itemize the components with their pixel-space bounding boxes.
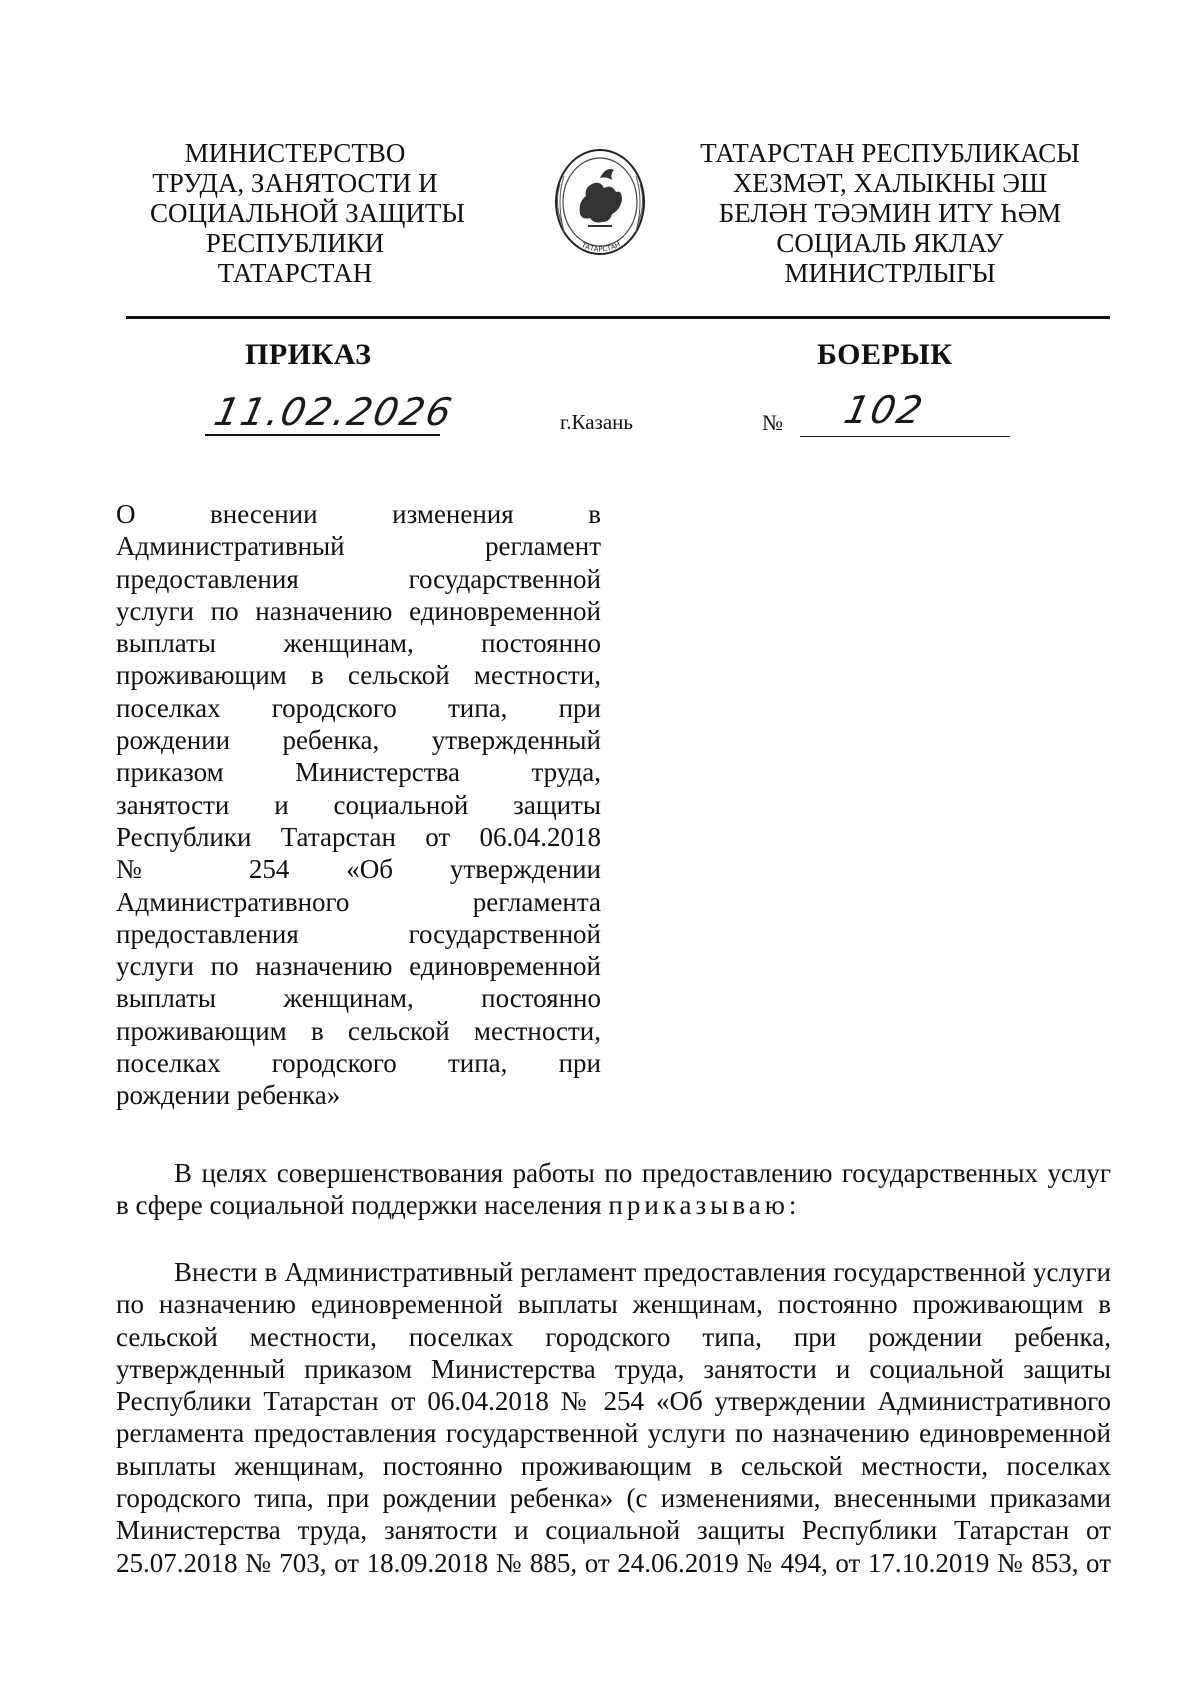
order-city: г.Казань [560, 410, 633, 434]
ministry-ru-line: ТАТАРСТАН [217, 258, 373, 288]
subject-line: Административный регламент [116, 531, 601, 562]
order-date: 11.02.2026 [210, 390, 458, 434]
subject-line: предоставления государственной [116, 918, 601, 949]
subject-line: Республики Татарстан от 06.04.2018 [116, 821, 601, 852]
order-line: Внести в Административный регламент предоставления государственной услуги [174, 1257, 1111, 1287]
preamble-line: В целях совершенствования работы по предоставлению государственных услуг [174, 1158, 1111, 1188]
ministry-tt-line: МИНИСТРЛЫГЫ [784, 258, 996, 288]
subject-line: рождении ребенка, утвержденный [116, 725, 601, 756]
subject-line: О внесении изменения в [116, 499, 601, 529]
emblem-text: ТАТАРСТАН [580, 240, 622, 254]
order-line: 25.07.2018 № 703, от 18.09.2018 № 885, от 24.06.2019 № 494, от 17.10.2019 № 853, от [116, 1547, 1111, 1578]
order-number: 102 [840, 388, 929, 432]
number-underline [800, 436, 1010, 437]
subject-line: проживающим в сельской местности, [116, 660, 601, 691]
order-keyword: приказываю: [608, 1190, 801, 1221]
preamble-line [116, 1189, 1111, 1221]
ministry-tt-line: БЕЛӘН ТӘЭМИН ИТҮ ҺӘМ [718, 198, 1062, 228]
ministry-ru-line: ТРУДА, ЗАНЯТОСТИ И [152, 168, 438, 198]
order-line: регламента предоставления государственной услуги по назначению единовременной [116, 1418, 1111, 1449]
subject-line: № 254 «Об утверждении [116, 854, 601, 885]
subject-line: предоставления государственной [116, 563, 601, 594]
order-title-tt: БОЕРЫК [817, 338, 953, 371]
header-divider [126, 316, 1110, 319]
ministry-tt-line: ТАТАРСТАН РЕСПУБЛИКАСЫ [700, 138, 1080, 168]
order-line: выплаты женщинам, постоянно проживающим в сельской местности, поселках [116, 1450, 1111, 1481]
tatarstan-emblem-icon [550, 144, 650, 264]
order-line: утвержденный приказом Министерства труда, занятости и социальной защиты [116, 1353, 1111, 1384]
ministry-tt-line: СОЦИАЛЬ ЯКЛАУ [776, 228, 1004, 258]
ministry-name-tt [690, 138, 1090, 288]
subject-line: приказом Министерства труда, [116, 757, 601, 788]
order-line: городского типа, при рождении ребенка» (с изменениями, внесенными приказами [116, 1483, 1111, 1514]
ministry-name-ru [150, 138, 465, 288]
order-paragraph [116, 1256, 1111, 1579]
ministry-ru-line: СОЦИАЛЬНОЙ ЗАЩИТЫ [150, 198, 465, 228]
subject-line: услуги по назначению единовременной [116, 951, 601, 982]
order-line: по назначению единовременной выплаты женщинам, постоянно проживающим в [116, 1289, 1111, 1320]
subject-line: проживающим в сельской местности, [116, 1015, 601, 1046]
order-line: Республики Татарстан от 06.04.2018 № 254 «Об утверждении Административного [116, 1386, 1111, 1417]
subject-line: занятости и социальной защиты [116, 789, 601, 820]
subject-line: Административного регламента [116, 886, 601, 917]
order-line: сельской местности, поселках городского типа, при рождении ребенка, [116, 1321, 1111, 1352]
order-subject [116, 498, 601, 1112]
subject-line: поселках городского типа, при [116, 692, 601, 723]
subject-line: выплаты женщинам, постоянно [116, 628, 601, 659]
ministry-ru-line: МИНИСТЕРСТВО [184, 138, 406, 168]
subject-line: выплаты женщинам, постоянно [116, 983, 601, 1014]
date-underline [205, 434, 440, 436]
number-sign: № [762, 410, 783, 435]
subject-line: услуги по назначению единовременной [116, 595, 601, 626]
subject-line: поселках городского типа, при [116, 1048, 601, 1079]
order-title-ru: ПРИКАЗ [245, 338, 372, 371]
order-line: Министерства труда, занятости и социальной защиты Республики Татарстан от [116, 1515, 1111, 1546]
preamble-paragraph [116, 1157, 1111, 1222]
subject-line: рождении ребенка» [116, 1080, 341, 1111]
preamble-text: в сфере социальной поддержки населения [116, 1190, 602, 1221]
ministry-tt-line: ХЕЗМӘТ, ХАЛЫКНЫ ЭШ [732, 168, 1048, 198]
ministry-ru-line: РЕСПУБЛИКИ [205, 228, 385, 258]
